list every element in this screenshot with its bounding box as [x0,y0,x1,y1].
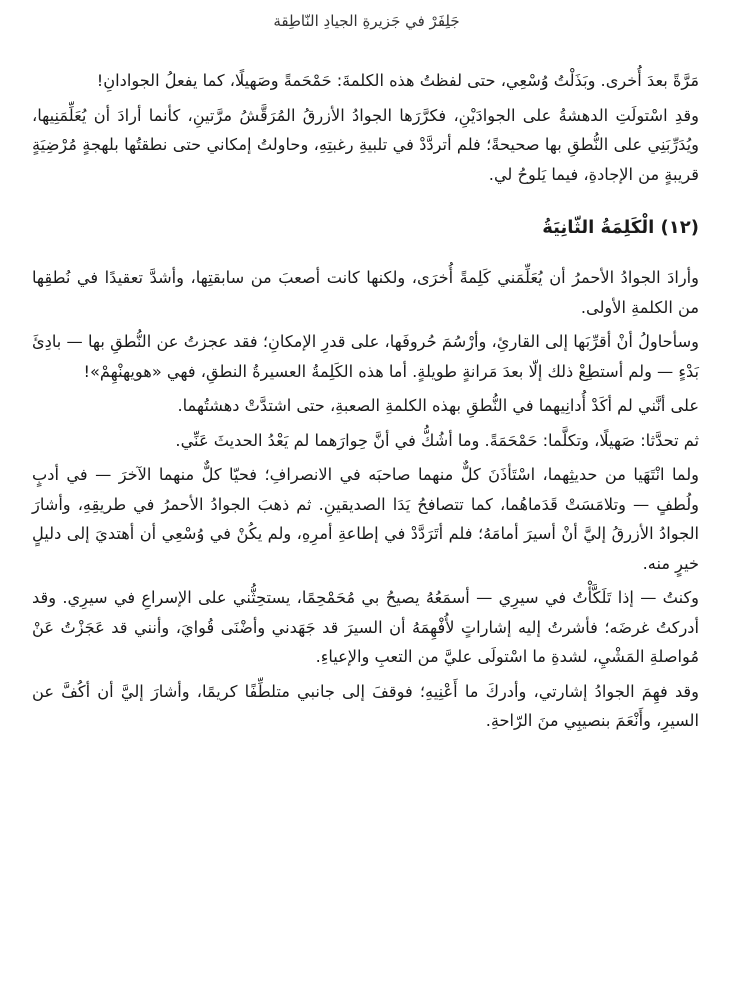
page-body [32,66,699,741]
paragraph-4: وسأحاولُ أنْ أقرِّبَها إلى القارئِ، وأرْسُمَ حُروفَها، على قدرِ الإمكانِ؛ فقد عجزتُ عن النُّطقِ بها — بادِئَ بَدْءٍ — ولم أستطِعْ ذلك إلّا بعدَ مَرانةٍ طويلةٍ. أما هذه الكَلِمةُ العسيرةُ النطقِ، فهي «هويهنْهِمْ»! [32,332,699,381]
paragraph-3: وأرادَ الجوادُ الأحمرُ أن يُعَلِّمَني كَلِمةً أُخرَى، ولكنها كانت أصعبَ من سابقتِها، وأشدَّ تعقيدًا في نُطقِها من الكلمةِ الأولى. [32,268,699,317]
paragraph-5: على أنَّني لم أكَدْ أُدانِيهما في النُّطقِ بهذه الكلمةِ الصعبةِ، حتى اشتدَّتْ دهشتُهما. [177,396,699,415]
paragraph-9: وقد فهِمَ الجوادُ إشارتي، وأدركَ ما أَعْنِيهِ؛ فوقفَ إلى جانبي متلطِّفًا كريمًا، وأشارَ إليَّ أن أكُفَّ عن السيرِ، وأَنْعَمَ بنصيبِي منَ الرّاحةِ. [32,681,699,730]
paragraph-1: مَرَّةً بعدَ أُخرى. وبَذَلْتُ وُسْعِي، حتى لفظتُ هذه الكلمةَ: حَمْحَمةً وصَهيلًا، كما يفعلُ الجوادانِ! [96,71,699,90]
paragraph-8: وكنتُ — إذا تَلَكَّأْتُ في سيرِي — أسمَعُهُ يصيحُ بي مُحَمْحِمًا، يستحِثُّني على الإسراعِ في سيرِي. وقد أدركتُ غرضَه؛ فأشرتُ إليه إشاراتٍ لأُفْهِمَهُ أن السيرَ قد جَهَدني وأضْنَى قُوايَ، وأنني قد عَجَزْتُ عَنْ مُواصلةِ المَشْيِ، لشدةِ ما اسْتولَى عليَّ من التعبِ والإعياءِ. [32,588,699,666]
section-heading: (١٢) الْكَلِمَةُ الثّانِيَةُ [542,217,699,238]
running-header: جَلِفَرْ في جَزيرةِ الجيادِ النّاطِقة [273,12,460,30]
paragraph-7: ولما انْتَهَيا من حديثِهما، اسْتَأذَنَ كلٌّ منهما صاحبَه في الانصرافِ؛ فحيّا كلٌّ منهما الآخرَ — في أدبٍ ولُطفٍ — وتلامَسَتْ قَدَماهُما، كما تتصافحُ يَدَا الصديقينِ. ثم ذهبَ الجوادُ الأحمرُ في طريقِهِ، وأشارَ الجوادُ الأزرقُ إليَّ أنْ أسيرَ أمامَهُ؛ فلم أتَرَدَّدْ في إطاعةِ أمرِهِ، ولم يكُنْ في وُسْعِي أن أهتديَ إلى دليلٍ خيرٍ منه. [32,465,699,573]
paragraph-6: ثم تحدَّثا: صَهيلًا، وتكلَّما: حَمْحَمَةً. وما أشُكُّ في أنَّ حِوارَهما لم يَعْدُ الحديثَ عَنِّي. [175,430,699,450]
paragraph-2: وقدِ اسْتولَتِ الدهشةُ على الجوادَيْنِ، فكرَّرَها الجوادُ الأزرقُ المُرَقَّشُ مرَّتينِ، كأنما أرادَ أن يُعَلِّمَنِيها، ويُدَرِّبَنِي على النُّطقِ بها صحيحةً؛ فلم أتردَّدْ في تلبيةِ رغبتِهِ، وحاولتُ إمكاني حتى نطقتُها بلهجةٍ مُرْضِيَةٍ قريبةٍ من الإجادةِ، فيما يَلوحُ لي. [32,105,699,184]
